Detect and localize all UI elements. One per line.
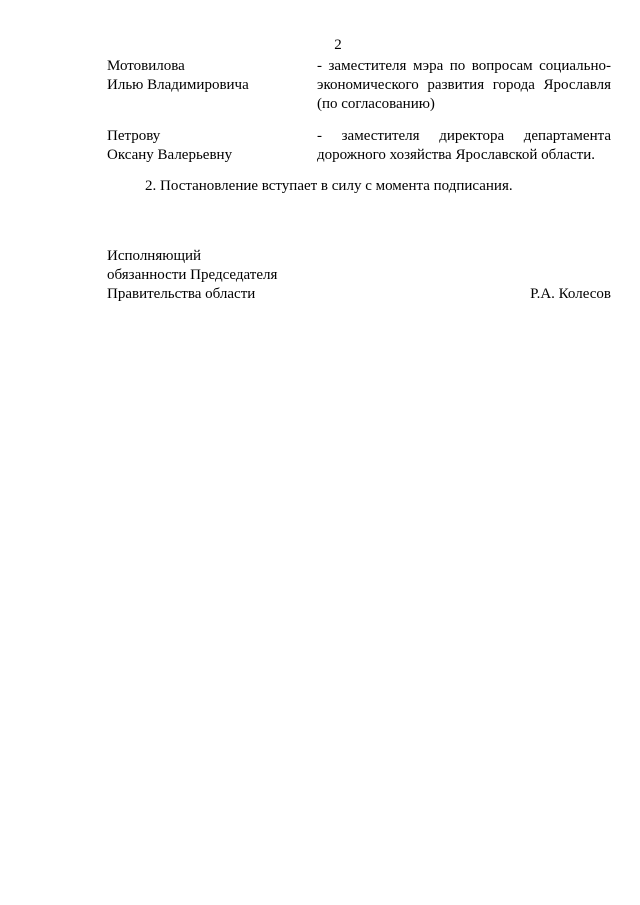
member-name — [107, 127, 307, 165]
signer-position-line: обязанности Председателя — [107, 267, 278, 283]
member-surname: Петрову — [107, 128, 161, 144]
member-name — [107, 57, 307, 95]
page-number: 2 — [334, 37, 342, 53]
member-given-name: Илью Владимировича — [107, 77, 249, 93]
clause-paragraph: 2. Постановление вступает в силу с момента подписания. — [145, 178, 513, 194]
member-role — [317, 127, 611, 165]
member-role-line: - заместителя директора департамента — [317, 128, 611, 144]
signer-position-line: Исполняющий — [107, 248, 202, 264]
member-role-line: (по согласованию) — [317, 96, 435, 112]
signer-position-line: Правительства области — [107, 286, 256, 302]
member-role-line: - заместителя мэра по вопросам социально- — [317, 58, 611, 74]
signature-block — [107, 247, 611, 304]
member-surname: Мотовилова — [107, 58, 185, 74]
member-given-name: Оксану Валерьевну — [107, 147, 233, 163]
member-role-line: экономического развития города Ярославля — [317, 77, 611, 93]
member-role — [317, 57, 611, 114]
signer-name: Р.А. Колесов — [530, 286, 611, 302]
member-role-line: дорожного хозяйства Ярославской области. — [317, 147, 595, 163]
